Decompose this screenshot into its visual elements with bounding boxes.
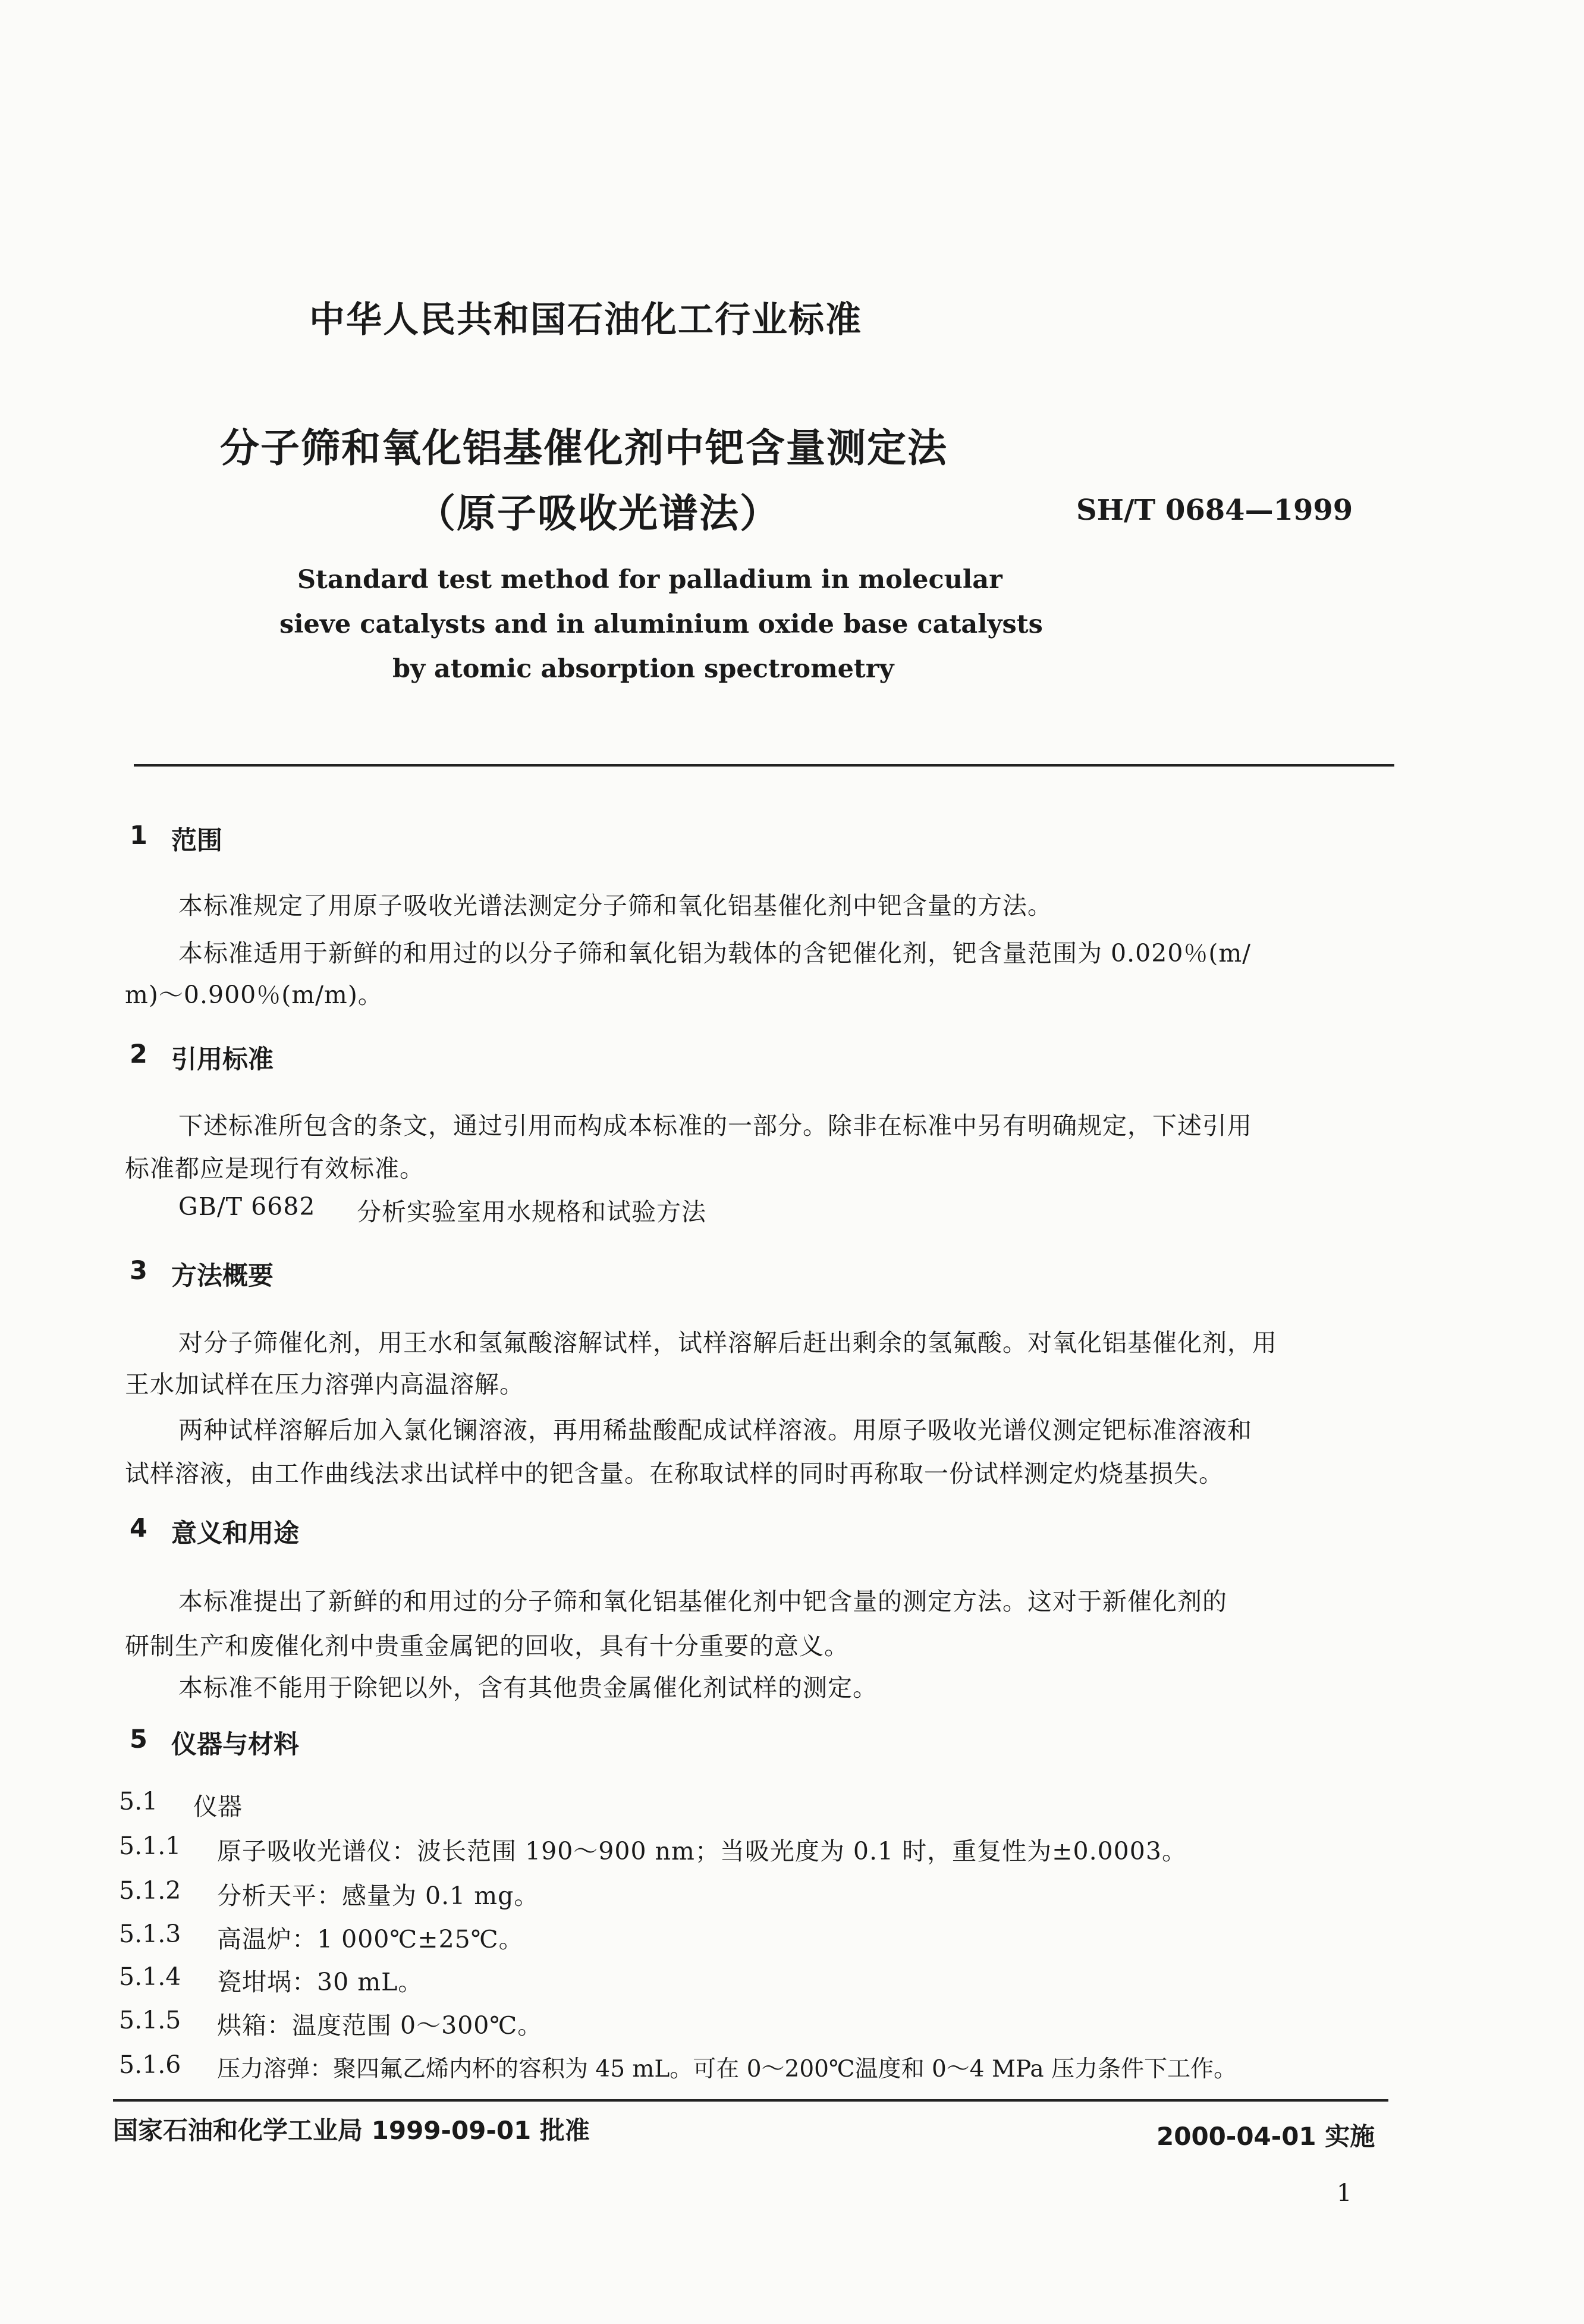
section-3-paragraph-2-line-1: 两种试样溶解后加入氯化镧溶液，再用稀盐酸配成试样溶液。用原子吸收光谱仪测定钯标准溶液和 bbox=[178, 1416, 1252, 1444]
section-3-paragraph-2-line-2: 试样溶液，由工作曲线法求出试样中的钯含量。在称取试样的同时再称取一份试样测定灼烧基损失。 bbox=[125, 1459, 1224, 1488]
section-1-heading: 范围 bbox=[171, 826, 222, 856]
item-number: 5.1.3 bbox=[119, 1920, 181, 1948]
item-number: 5.1.6 bbox=[119, 2050, 181, 2079]
item-text: 瓷坩埚：30 mL。 bbox=[217, 1968, 423, 1996]
item-number: 5.1.1 bbox=[119, 1832, 181, 1860]
section-1-paragraph-2-line-2: m)～0.900％(m/m)。 bbox=[125, 981, 383, 1009]
section-1-number: 1 bbox=[130, 821, 147, 850]
issuer-title: 中华人民共和国石油化工行业标准 bbox=[309, 299, 862, 341]
footer-divider bbox=[113, 2099, 1388, 2102]
section-4-paragraph-2: 本标准不能用于除钯以外，含有其他贵金属催化剂试样的测定。 bbox=[178, 1673, 878, 1702]
reference-title: 分析实验室用水规格和试验方法 bbox=[357, 1198, 706, 1226]
item-text: 烘箱：温度范围 0～300℃。 bbox=[217, 2011, 543, 2040]
header-divider bbox=[134, 764, 1394, 767]
subsection-number: 5.1 bbox=[119, 1787, 158, 1816]
item-number: 5.1.5 bbox=[119, 2006, 181, 2034]
english-title-line-3: by atomic absorption spectrometry bbox=[392, 654, 894, 684]
section-4-heading: 意义和用途 bbox=[171, 1519, 299, 1549]
subsection-heading: 仪器 bbox=[193, 1792, 242, 1821]
section-5-heading: 仪器与材料 bbox=[171, 1730, 299, 1760]
section-2-paragraph-line-2: 标准都应是现行有效标准。 bbox=[125, 1154, 425, 1183]
section-3-paragraph-1-line-2: 王水加试样在压力溶弹内高温溶解。 bbox=[125, 1370, 524, 1399]
section-1-paragraph-1: 本标准规定了用原子吸收光谱法测定分子筛和氧化铝基催化剂中钯含量的方法。 bbox=[178, 891, 1052, 920]
item-text: 压力溶弹：聚四氟乙烯内杯的容积为 45 mL。可在 0～200℃温度和 0～4 MPa 压力条件下工作。 bbox=[217, 2056, 1237, 2083]
item-text: 原子吸收光谱仪：波长范围 190～900 nm；当吸光度为 0.1 时，重复性为±0.0003。 bbox=[217, 1837, 1187, 1866]
section-3-paragraph-1-line-1: 对分子筛催化剂，用王水和氢氟酸溶解试样，试样溶解后赶出剩余的氢氟酸。对氧化铝基催化剂，用 bbox=[178, 1329, 1277, 1357]
item-text: 分析天平：感量为 0.1 mg。 bbox=[217, 1882, 539, 1910]
document-title: 分子筛和氧化铝基催化剂中钯含量测定法 bbox=[220, 425, 948, 471]
section-4-number: 4 bbox=[130, 1513, 147, 1543]
document-subtitle: （原子吸收光谱法） bbox=[416, 491, 780, 536]
reference-code: GB/T 6682 bbox=[178, 1192, 316, 1221]
section-4-paragraph-1-line-2: 研制生产和废催化剂中贵重金属钯的回收，具有十分重要的意义。 bbox=[125, 1632, 849, 1660]
approval-note: 国家石油和化学工业局 1999-09-01 批准 bbox=[113, 2116, 590, 2145]
section-5-number: 5 bbox=[130, 1725, 147, 1754]
section-3-heading: 方法概要 bbox=[171, 1261, 274, 1291]
section-2-heading: 引用标准 bbox=[171, 1045, 274, 1075]
english-title-line-2: sieve catalysts and in aluminium oxide base catalysts bbox=[279, 610, 1043, 639]
section-2-paragraph-line-1: 下述标准所包含的条文，通过引用而构成本标准的一部分。除非在标准中另有明确规定，下述引用 bbox=[178, 1111, 1252, 1140]
item-number: 5.1.2 bbox=[119, 1876, 181, 1905]
standard-number: SH/T 0684—1999 bbox=[1076, 494, 1353, 527]
item-number: 5.1.4 bbox=[119, 1962, 181, 1991]
implementation-date: 2000-04-01 实施 bbox=[1156, 2122, 1375, 2151]
page-number: 1 bbox=[1337, 2179, 1352, 2207]
section-4-paragraph-1-line-1: 本标准提出了新鲜的和用过的分子筛和氧化铝基催化剂中钯含量的测定方法。这对于新催化剂的 bbox=[178, 1587, 1227, 1616]
section-2-number: 2 bbox=[130, 1039, 147, 1069]
english-title-line-1: Standard test method for palladium in molecular bbox=[297, 565, 1002, 595]
section-1-paragraph-2-line-1: 本标准适用于新鲜的和用过的以分子筛和氧化铝为载体的含钯催化剂，钯含量范围为 0.020％(m/ bbox=[178, 939, 1252, 968]
item-text: 高温炉：1 000℃±25℃。 bbox=[217, 1925, 524, 1954]
section-3-number: 3 bbox=[130, 1256, 147, 1286]
